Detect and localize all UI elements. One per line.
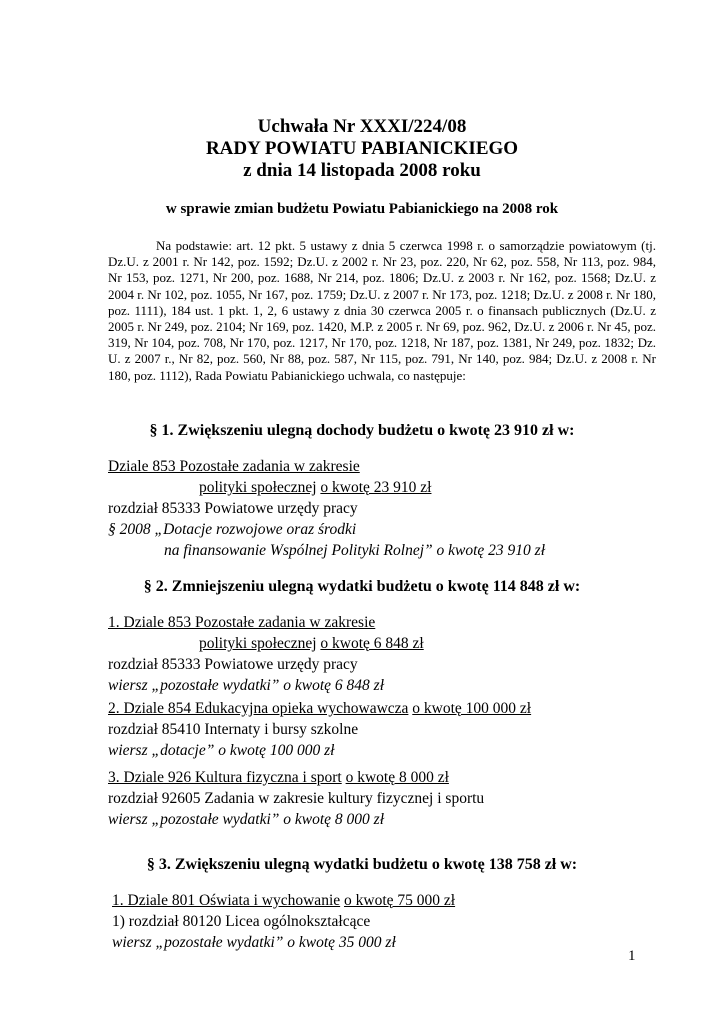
s3-item1-wiersz: wiersz „pozostałe wydatki” o kwotę 35 000 zł bbox=[112, 934, 396, 951]
section-1-body bbox=[108, 456, 545, 561]
s1-dzial-line-a: Dziale 853 Pozostałe zadania w zakresie bbox=[108, 458, 360, 475]
s1-dzial-line-b: polityki społecznej bbox=[199, 479, 317, 496]
s2-item2-rozdzial: rozdział 85410 Internaty i bursy szkolne bbox=[108, 721, 359, 738]
resolution-subject: w sprawie zmian budżetu Powiatu Pabianickiego na 2008 rok bbox=[165, 201, 559, 217]
council-name: RADY POWIATU PABIANICKIEGO bbox=[205, 138, 519, 159]
s2-item2-wiersz: wiersz „dotacje” o kwotę 100 000 zł bbox=[108, 742, 335, 759]
section-3-item-1 bbox=[112, 890, 455, 953]
s2-item3-rozdzial: rozdział 92605 Zadania w zakresie kultury fizycznej i sportu bbox=[108, 790, 485, 807]
s3-item1-amount: o kwotę 75 000 zł bbox=[344, 892, 456, 909]
s1-paragraf-b: na finansowanie Wspólnej Polityki Rolnej” o kwotę 23 910 zł bbox=[164, 542, 546, 559]
s2-item1-rozdzial: rozdział 85333 Powiatowe urzędy pracy bbox=[108, 656, 358, 673]
s2-item3-dzial: 3. Dziale 926 Kultura fizyczna i sport bbox=[108, 769, 342, 786]
s2-item1-line-b: polityki społecznej bbox=[199, 635, 317, 652]
s3-item1-rozdzial: 1) rozdział 80120 Licea ogólnokształcące bbox=[112, 913, 371, 930]
section-2-item-1 bbox=[108, 612, 424, 696]
s2-item3-amount: o kwotę 8 000 zł bbox=[345, 769, 449, 786]
s2-item2-dzial: 2. Dziale 854 Edukacyjna opieka wychowawcza bbox=[108, 700, 409, 717]
page-number: 1 bbox=[628, 948, 636, 964]
s2-item3-wiersz: wiersz „pozostałe wydatki” o kwotę 8 000 zł bbox=[108, 811, 384, 828]
resolution-date: z dnia 14 listopada 2008 roku bbox=[243, 160, 481, 181]
section-2-item-2 bbox=[108, 698, 531, 761]
s3-item1-dzial: 1. Dziale 801 Oświata i wychowanie bbox=[112, 892, 341, 909]
s2-item1-amount: o kwotę 6 848 zł bbox=[320, 635, 424, 652]
section-2-heading: § 2. Zmniejszeniu ulegną wydatki budżetu o kwotę 114 848 zł w: bbox=[143, 578, 581, 595]
legal-basis-paragraph: Na podstawie: art. 12 pkt. 5 ustawy z dnia 5 czerwca 1998 r. o samorządzie powiatowym (tj. Dz.U. z 2001 r. Nr 142, poz. 1592; Dz.U. z 2002 r. Nr 23, poz. 220, Nr 62, poz. 558, Nr 113, poz. 984, Nr 153, poz. 1271, Nr 200, poz. 1688, Nr 214, poz. 1806; Dz.U. z 2003 r. Nr 162, poz. 1568; Dz.U. z 2004 r. Nr 102, poz. 1055, Nr 167, poz. 1759; Dz.U. z 2007 r. Nr 173, poz. 1218; Dz.U. z 2008 r. Nr 180, poz. 1111), 184 ust. 1 pkt. 1, 2, 6 ustawy z dnia 30 czerwca 2005 r. o finansach publicznych (Dz.U. z 2005 r. Nr 249, poz. 2104; Nr 169, poz. 1420, M.P. z 2005 r. Nr 69, poz. 962, Dz.U. z 2006 r. Nr 45, poz. 319, Nr 104, poz. 708, Nr 170, poz. 1217, Nr 170, poz. 1218, Nr 187, poz. 1381, Nr 249, poz. 1832; Dz. U. z 2007 r., Nr 82, poz. 560, Nr 88, poz. 587, Nr 115, poz. 791, Nr 140, poz. 984; Dz.U. z 2008 r. Nr 180, poz. 1112), Rada Powiatu Pabianickiego uchwala, co następuje: bbox=[108, 238, 656, 383]
s1-rozdzial: rozdział 85333 Powiatowe urzędy pracy bbox=[108, 500, 358, 517]
section-1-heading: § 1. Zwiększeniu ulegną dochody budżetu o kwotę 23 910 zł w: bbox=[149, 422, 575, 439]
s1-paragraf-a: § 2008 „Dotacje rozwojowe oraz środki bbox=[108, 521, 357, 538]
s1-amount: o kwotę 23 910 zł bbox=[320, 479, 432, 496]
section-3-heading: § 3. Zwiększeniu ulegną wydatki budżetu o kwotę 138 758 zł w: bbox=[146, 856, 578, 873]
resolution-header bbox=[0, 116, 724, 182]
s2-item1-wiersz: wiersz „pozostałe wydatki” o kwotę 6 848 zł bbox=[108, 677, 384, 694]
resolution-number: Uchwała Nr XXXI/224/08 bbox=[257, 116, 467, 137]
s2-item1-line-a: 1. Dziale 853 Pozostałe zadania w zakresie bbox=[108, 614, 376, 631]
s2-item2-amount: o kwotę 100 000 zł bbox=[412, 700, 532, 717]
section-2-item-3 bbox=[108, 767, 484, 830]
